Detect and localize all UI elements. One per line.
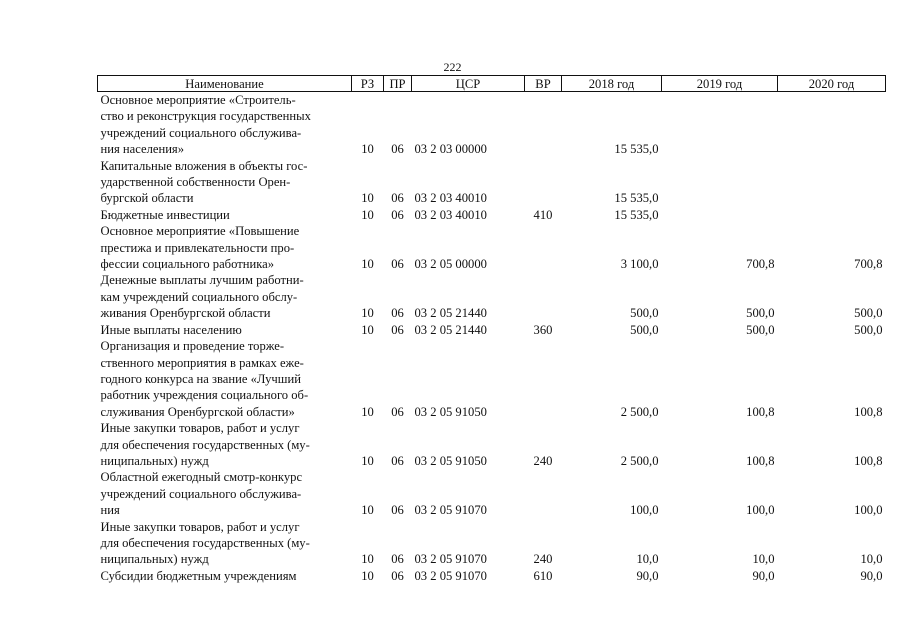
header-name: Наименование — [98, 76, 352, 92]
cell-vr — [525, 92, 562, 158]
table-row — [98, 272, 886, 321]
cell-vr — [525, 158, 562, 207]
cell-pr: 06 — [391, 306, 404, 321]
header-csr: ЦСР — [412, 76, 525, 92]
cell-y2019: 500,0 — [746, 306, 775, 321]
table-row — [98, 322, 886, 338]
header-2018: 2018 год — [562, 76, 662, 92]
cell-y2019 — [662, 158, 778, 207]
table-row — [98, 469, 886, 518]
cell-y2020: 500,0 — [854, 322, 883, 337]
cell-rz: 10 — [361, 191, 374, 206]
cell-pr: 06 — [391, 322, 404, 337]
cell-y2019: 700,8 — [746, 257, 775, 272]
cell-pr: 06 — [391, 503, 404, 518]
cell-y2019: 500,0 — [746, 322, 775, 337]
cell-rz: 10 — [361, 503, 374, 518]
cell-y2018: 15 535,0 — [614, 142, 659, 157]
cell-y2020 — [778, 207, 886, 223]
cell-rz: 10 — [361, 142, 374, 157]
cell-y2019 — [662, 207, 778, 223]
cell-rz: 10 — [361, 322, 374, 337]
cell-csr: 03 2 05 91070 — [414, 503, 487, 518]
cell-y2020 — [778, 158, 886, 207]
header-pr: ПР — [384, 76, 412, 92]
cell-name: Бюджетные инвестиции — [100, 207, 230, 222]
cell-csr: 03 2 03 00000 — [414, 142, 487, 157]
cell-rz: 10 — [361, 257, 374, 272]
cell-vr: 610 — [533, 568, 553, 583]
cell-name: Денежные выплаты лучшим работни- кам учреждений социального обслу- живания Оренбургской области — [100, 273, 304, 321]
header-vr: ВР — [525, 76, 562, 92]
cell-name: Иные закупки товаров, работ и услуг для обеспечения государственных (му- ниципальных) нужд — [100, 421, 310, 468]
cell-pr: 06 — [391, 568, 404, 583]
page-number: 222 — [443, 60, 462, 74]
cell-name: Организация и проведение торже- ственного мероприятия в рамках еже- годного конкурса на звание «Лучший работник учреждения социального об- служивания Оренбургской области» — [100, 339, 309, 419]
cell-vr: 240 — [533, 453, 553, 468]
budget-table — [97, 75, 886, 584]
cell-vr: 360 — [533, 322, 553, 337]
cell-csr: 03 2 05 91070 — [414, 552, 487, 567]
cell-csr: 03 2 03 40010 — [414, 191, 487, 206]
cell-y2020: 100,8 — [854, 453, 883, 468]
cell-y2020: 10,0 — [860, 552, 883, 567]
cell-y2018: 2 500,0 — [620, 453, 659, 468]
cell-csr: 03 2 05 91050 — [414, 453, 487, 468]
cell-pr: 06 — [391, 257, 404, 272]
cell-y2020: 100,0 — [854, 503, 883, 518]
cell-y2018: 500,0 — [630, 306, 659, 321]
cell-pr: 06 — [391, 552, 404, 567]
cell-name: Основное мероприятие «Строитель- ство и реконструкция государственных учреждений социального обслужива- ния населения» — [100, 93, 311, 157]
cell-vr — [525, 223, 562, 272]
cell-csr: 03 2 05 00000 — [414, 257, 487, 272]
cell-y2020: 90,0 — [860, 568, 883, 583]
cell-y2020: 100,8 — [854, 404, 883, 419]
cell-name: Основное мероприятие «Повышение престижа и привлекательности про- фессии социального работника» — [100, 224, 300, 272]
cell-y2019: 100,8 — [746, 453, 775, 468]
cell-vr — [525, 469, 562, 518]
table-row — [98, 223, 886, 272]
table-row — [98, 92, 886, 158]
cell-vr: 410 — [533, 207, 553, 222]
cell-y2019 — [662, 92, 778, 158]
cell-rz: 10 — [361, 404, 374, 419]
cell-pr: 06 — [391, 453, 404, 468]
cell-name: Субсидии бюджетным учреждениям — [100, 568, 297, 583]
cell-vr — [525, 272, 562, 321]
cell-csr: 03 2 05 91050 — [414, 404, 487, 419]
cell-y2018: 10,0 — [636, 552, 659, 567]
cell-csr: 03 2 05 21440 — [414, 322, 487, 337]
cell-name: Иные закупки товаров, работ и услуг для обеспечения государственных (му- ниципальных) нужд — [100, 519, 310, 567]
cell-name: Капитальные вложения в объекты гос- ударственной собственности Орен- бургской области — [100, 158, 308, 206]
cell-y2018: 15 535,0 — [614, 191, 659, 206]
cell-name: Областной ежегодный смотр-конкурс учреждений социального обслужива- ния — [100, 470, 303, 518]
cell-pr: 06 — [391, 207, 404, 222]
cell-csr: 03 2 05 91070 — [414, 568, 487, 583]
table-body — [98, 92, 886, 585]
cell-y2018: 500,0 — [630, 322, 659, 337]
header-rz: РЗ — [352, 76, 384, 92]
cell-rz: 10 — [361, 568, 374, 583]
table-row — [98, 207, 886, 223]
cell-y2019: 10,0 — [752, 552, 775, 567]
cell-y2019: 90,0 — [752, 568, 775, 583]
table-row — [98, 568, 886, 584]
cell-y2018: 100,0 — [630, 503, 659, 518]
cell-y2018: 90,0 — [636, 568, 659, 583]
cell-rz: 10 — [361, 306, 374, 321]
table-header-row — [98, 76, 886, 92]
cell-y2018: 2 500,0 — [620, 404, 659, 419]
cell-pr: 06 — [391, 142, 404, 157]
cell-rz: 10 — [361, 207, 374, 222]
cell-rz: 10 — [361, 453, 374, 468]
cell-y2018: 3 100,0 — [620, 257, 659, 272]
cell-pr: 06 — [391, 404, 404, 419]
cell-csr: 03 2 03 40010 — [414, 207, 487, 222]
header-2020: 2020 год — [778, 76, 886, 92]
cell-y2019: 100,8 — [746, 404, 775, 419]
table-row — [98, 519, 886, 568]
cell-csr: 03 2 05 21440 — [414, 306, 487, 321]
cell-y2020 — [778, 92, 886, 158]
cell-y2020: 500,0 — [854, 306, 883, 321]
cell-y2020: 700,8 — [854, 257, 883, 272]
cell-rz: 10 — [361, 552, 374, 567]
cell-y2019: 100,0 — [746, 503, 775, 518]
cell-y2018: 15 535,0 — [614, 207, 659, 222]
cell-pr: 06 — [391, 191, 404, 206]
cell-vr — [525, 338, 562, 420]
header-2019: 2019 год — [662, 76, 778, 92]
cell-name: Иные выплаты населению — [100, 322, 242, 337]
table-row — [98, 158, 886, 207]
table-row — [98, 338, 886, 420]
table-row — [98, 420, 886, 469]
cell-vr: 240 — [533, 552, 553, 567]
